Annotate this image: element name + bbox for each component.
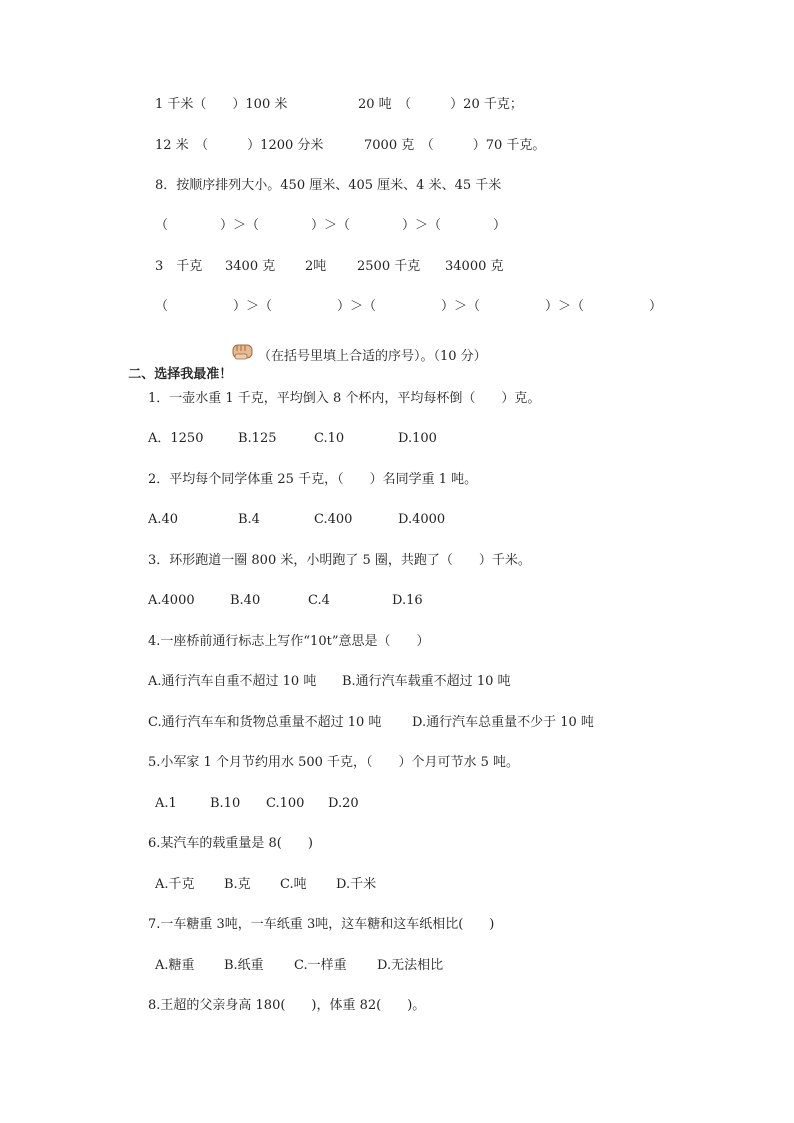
question-7: 7.一车糖重 3吨，一车纸重 3吨，这车糖和这车纸相比( ) xyxy=(148,917,495,932)
fist-icon xyxy=(231,340,255,362)
option-d: D.通行汽车总重量不少于 10 吨 xyxy=(412,715,594,730)
option-c: C.吨 xyxy=(280,877,307,892)
option-b: B.10 xyxy=(210,796,241,811)
conversion-left: 12 米 （ ）1200 分米 xyxy=(155,138,324,153)
conversion-left: 1 千米（ ）100 米 xyxy=(155,97,288,112)
option-c: C.400 xyxy=(314,512,353,527)
option-d: D.16 xyxy=(392,593,423,608)
option-a: A.1 xyxy=(155,796,177,811)
option-c: C.通行汽车车和货物总重量不超过 10 吨 xyxy=(148,715,382,730)
option-a: A．1250 xyxy=(148,431,204,446)
section-title: 二、选择我最准！ xyxy=(128,367,233,382)
conversion-right: 20 吨 （ ）20 千克； xyxy=(358,97,523,112)
section-note: （在括号里填上合适的序号）。（10 分） xyxy=(258,349,487,364)
ordering-item: 34000 克 xyxy=(445,259,504,274)
option-a: A.千克 xyxy=(155,877,195,892)
option-d: D.4000 xyxy=(398,512,446,527)
ordering-answer-row-2: （ ）＞（ ）＞（ ）＞（ ）＞（ ） xyxy=(155,299,663,314)
question-2: 2．平均每个同学体重 25 千克，（ ）名同学重 1 吨。 xyxy=(148,472,478,487)
option-a: A.通行汽车自重不超过 10 吨 xyxy=(148,674,317,689)
question-6: 6.某汽车的载重量是 8( ) xyxy=(148,836,313,851)
option-d: D.20 xyxy=(328,796,359,811)
option-b: B.4 xyxy=(238,512,260,527)
question-3: 3．环形跑道一圈 800 米，小明跑了 5 圈，共跑了（ ）千米。 xyxy=(148,553,531,568)
ordering-item: 3400 克 xyxy=(225,259,276,274)
option-c: C.100 xyxy=(266,796,305,811)
option-c: C.4 xyxy=(308,593,330,608)
option-b: B.40 xyxy=(230,593,261,608)
question-5: 5.小军家 1 个月节约用水 500 千克，（ ）个月可节水 5 吨。 xyxy=(148,755,520,770)
question-4: 4.一座桥前通行标志上写作“10t”意思是（ ） xyxy=(148,634,430,649)
option-d: D.无法相比 xyxy=(377,958,444,973)
option-b: B.通行汽车载重不超过 10 吨 xyxy=(342,674,511,689)
option-a: A.糖重 xyxy=(155,958,195,973)
conversion-right: 7000 克 （ ）70 千克。 xyxy=(364,138,546,153)
ordering-answer-row-1: （ ）＞（ ）＞（ ）＞（ ） xyxy=(155,218,507,233)
ordering-prompt: 8．按顺序排列大小。450 厘米、405 厘米、4 米、45 千米 xyxy=(155,178,502,193)
option-b: B.克 xyxy=(224,877,251,892)
ordering-item: 2500 千克 xyxy=(357,259,421,274)
ordering-item: 3 千克 xyxy=(155,259,203,274)
option-a: A.40 xyxy=(148,512,179,527)
option-b: B.纸重 xyxy=(224,958,264,973)
option-d: D.千米 xyxy=(336,877,377,892)
question-8: 8.王超的父亲身高 180( )，体重 82( )。 xyxy=(148,998,426,1013)
option-c: C.10 xyxy=(314,431,345,446)
option-b: B.125 xyxy=(238,431,277,446)
option-d: D.100 xyxy=(398,431,437,446)
section-heading xyxy=(120,348,232,384)
ordering-item: 2吨 xyxy=(305,259,327,274)
option-a: A.4000 xyxy=(148,593,195,608)
option-c: C.一样重 xyxy=(294,958,347,973)
question-1: 1．一壶水重 1 千克，平均倒入 8 个杯内，平均每杯倒（ ）克。 xyxy=(148,391,541,406)
